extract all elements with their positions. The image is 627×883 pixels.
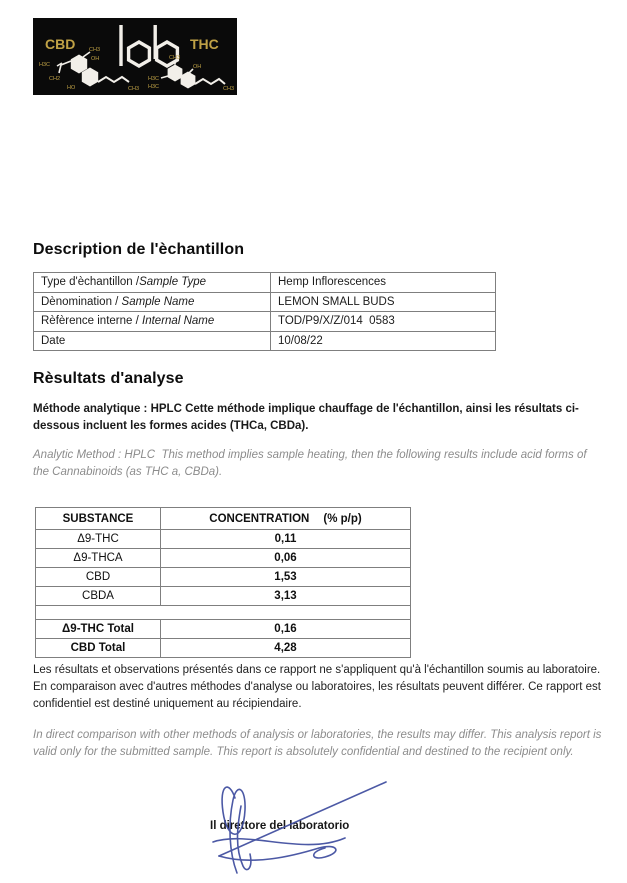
date-value: 10/08/22 xyxy=(271,331,496,351)
method-paragraph-fr: Méthode analytique : HPLC Cette méthode implique chauffage de l'échantillon, ainsi les résultats ci-dessous incluent les formes acides (THCa, CBDa). xyxy=(33,403,579,433)
method-paragraph-en: Analytic Method : HPLC This method implies sample heating, then the following results include acid forms of the Cannabinoids (as THC a, CBDa). xyxy=(33,449,590,479)
table-row xyxy=(34,273,496,293)
label-fr: Rèfèrence interne / xyxy=(41,315,143,328)
table-row xyxy=(34,292,496,312)
spacer-row xyxy=(36,606,411,620)
sample-type-value: Hemp Inflorescences xyxy=(271,273,496,293)
spacer-cell xyxy=(36,606,411,620)
result-row xyxy=(36,568,411,587)
concentration-header-text: CONCENTRATION xyxy=(209,512,310,525)
cbd-lab-logo-graphic xyxy=(33,18,237,95)
concentration-cell: 3,13 xyxy=(161,587,411,606)
disclaimer-paragraph-en: In direct comparison with other methods of analysis or laboratories, the results may differ. This analysis report is valid only for the submitted sample. This report is absolutely confidential and destined to the recipient only. xyxy=(33,729,605,759)
results-header-row xyxy=(36,508,411,530)
result-row xyxy=(36,549,411,568)
thc-mol-label-h3c-2: H3C xyxy=(148,84,160,90)
thc-mol-label-ch3: CH3 xyxy=(169,55,181,61)
sample-info-table xyxy=(33,272,496,351)
substance-cell: Δ9-THC xyxy=(36,530,161,549)
substance-cell: Δ9-THC Total xyxy=(36,620,161,639)
result-row xyxy=(36,587,411,606)
sample-name-label xyxy=(34,292,271,312)
concentration-cell: 0,11 xyxy=(161,530,411,549)
thc-mol-label-oh: OH xyxy=(193,64,202,70)
section-title-description: Description de l'èchantillon xyxy=(33,241,245,258)
logo-cbd-text: CBD xyxy=(45,36,76,52)
sample-type-label xyxy=(34,273,271,293)
label-en: Sample Name xyxy=(121,295,195,308)
cbd-mol-label-ho: HO xyxy=(67,85,76,91)
thc-mol-label-ch3-end: CH3 xyxy=(223,86,235,92)
result-total-row xyxy=(36,639,411,658)
sample-name-value: LEMON SMALL BUDS xyxy=(271,292,496,312)
concentration-unit: (% p/p) xyxy=(323,512,362,525)
substance-cell: Δ9-THCA xyxy=(36,549,161,568)
label-en: Sample Type xyxy=(139,276,206,289)
substance-cell: CBDA xyxy=(36,587,161,606)
signature-title: Il direttore del laboratorio xyxy=(210,820,350,832)
result-row xyxy=(36,530,411,549)
substance-header: SUBSTANCE xyxy=(36,508,161,530)
section-title-results: Rèsultats d'analyse xyxy=(33,370,184,387)
label-fr: Type d'èchantillon / xyxy=(41,276,140,289)
internal-name-value: TOD/P9/X/Z/014 0583 xyxy=(271,312,496,332)
concentration-header xyxy=(161,508,411,530)
concentration-cell: 4,28 xyxy=(161,639,411,658)
label-fr: Dènomination / xyxy=(41,295,122,308)
logo-thc-text: THC xyxy=(190,36,219,52)
concentration-cell: 0,16 xyxy=(161,620,411,639)
results-table xyxy=(35,507,411,658)
cbd-lab-logo xyxy=(33,18,237,95)
disclaimer-paragraph-fr: Les résultats et observations présentés dans ce rapport ne s'appliquent qu'à l'échantillon soumis au laboratoire. En comparaison avec d'autres méthodes d'analyse ou laboratoires, les résultats peuvent différer. Ce rapport est confidentiel est destiné uniquement au récipiendaire. xyxy=(33,664,605,711)
table-row xyxy=(34,331,496,351)
label-en: Internal Name xyxy=(142,315,215,328)
table-row xyxy=(34,312,496,332)
cbd-mol-label-h3c: H3C xyxy=(39,62,51,68)
concentration-cell: 0,06 xyxy=(161,549,411,568)
substance-cell: CBD xyxy=(36,568,161,587)
thc-mol-label-h3c-1: H3C xyxy=(148,76,160,82)
date-label xyxy=(34,331,271,351)
internal-name-label xyxy=(34,312,271,332)
cbd-mol-label-ch2: CH2 xyxy=(49,76,61,82)
label-fr: Date xyxy=(41,334,66,347)
concentration-cell: 1,53 xyxy=(161,568,411,587)
substance-cell: CBD Total xyxy=(36,639,161,658)
result-total-row xyxy=(36,620,411,639)
cbd-mol-label-oh: OH xyxy=(91,56,100,62)
cbd-mol-label-ch3-end: CH3 xyxy=(128,86,140,92)
cbd-mol-label-ch3: CH3 xyxy=(89,47,101,53)
